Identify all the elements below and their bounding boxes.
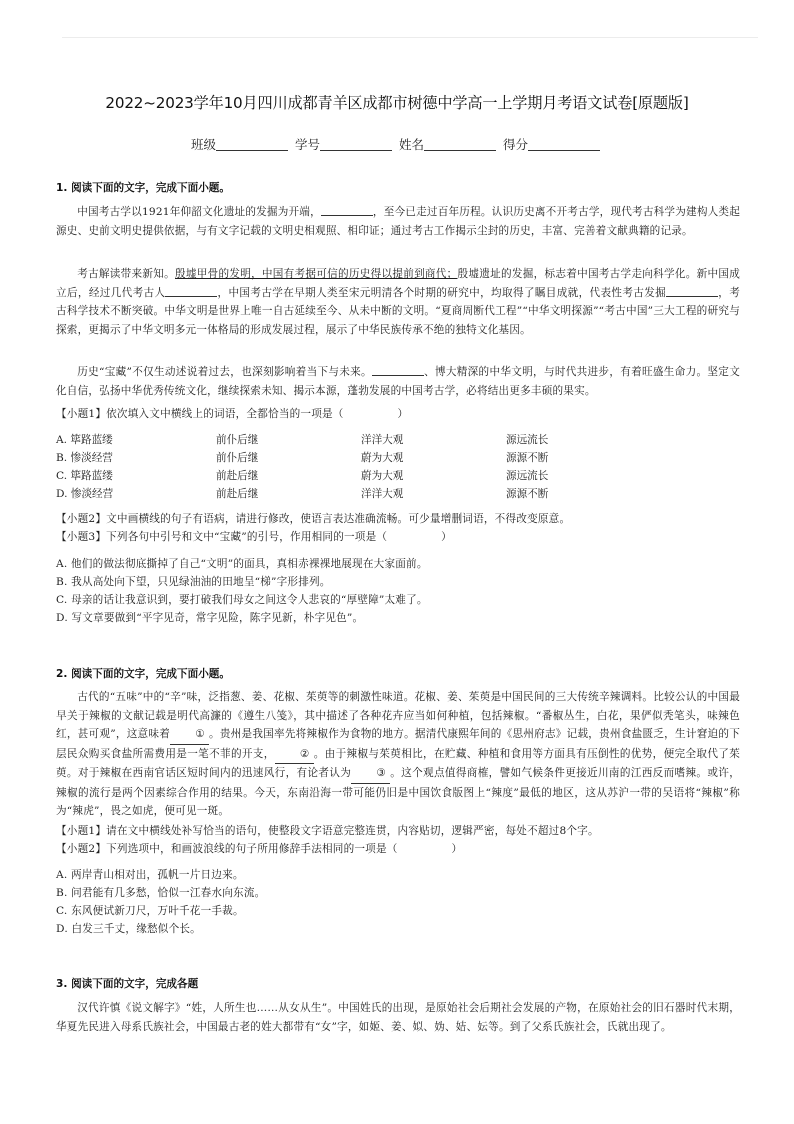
blank-marker-1: ①	[170, 725, 209, 745]
fill-blank	[165, 286, 217, 297]
q2-option-c[interactable]: C. 东风便试新刀尺，万叶千花一手裁。	[56, 905, 244, 917]
option-cell: C. 筚路蓝缕	[56, 470, 113, 482]
option-cell: 洋洋大观	[361, 434, 404, 446]
q1-paragraph-1	[56, 203, 740, 240]
number-label: 学号	[294, 137, 320, 152]
text-segment: 殷墟遗址的发掘，标志着中国考古学走向科学化。新中国成立后，经过几代考古人	[56, 268, 740, 299]
option-cell: 源远流长	[506, 434, 549, 446]
text-segment: ，考古科学技术不断突破。中华文明是世界上唯一自古延续至今、从未中断的文明。“夏商周断代工程”“中华文明探源”“考古中国”三大工程的研究与探索，更揭示了中华文明多元一体格局的形成发展过程，展示了中华民族传承不绝的独特文化基因。	[56, 286, 740, 336]
question-2-heading: 2. 阅读下面的文字，完成下面小题。	[56, 668, 230, 680]
q1-options-table	[56, 431, 651, 503]
text-segment: 古代的“五味”中的“辛”味，泛指葱、姜、花椒、茱萸等的刺激性味道。花椒、姜、茱萸是中国民间的三大传统辛辣调料。比较公认的中国最早关于辣椒的文献记载是明代高濂的《遵生八笺》，其中描述了各种花卉应当如何种植，包括辣椒。“番椒丛生，白花，果俨似秃笔头，味辣色红，甚可观”，这意味着	[56, 691, 740, 740]
q2-sub-question-2: 【小题2】下列选项中，和画波浪线的句子所用修辞手法相同的一项是（ ）	[56, 843, 463, 855]
q2-paragraph-1	[56, 688, 740, 821]
q2-option-b[interactable]: B. 问君能有几多愁，恰似一江春水向东流。	[56, 887, 266, 899]
option-cell: A. 筚路蓝缕	[56, 434, 113, 446]
option-cell: 洋洋大观	[361, 488, 404, 500]
option-cell: 源源不断	[506, 488, 549, 500]
q1-option-a[interactable]: A. 他们的做法彻底撕掉了自己“文明”的面具，真相赤裸裸地展现在大家面前。	[56, 558, 428, 570]
text-segment: ，至今已走过百年历程。认识历史离不开考古学，现代考古科学为建构人类起源史、史前文明史提供依据，与有文字记载的文明史相观照、相印证；通过考古工作揭示尘封的历史，丰富、完善着文献典籍的记录。	[56, 206, 741, 237]
option-row[interactable]	[56, 431, 651, 449]
header-rule	[62, 37, 758, 38]
q2-sub-question-1: 【小题1】请在文中横线处补写恰当的语句，使整段文字语意完整连贯，内容贴切，逻辑严密，每处不超过8个字。	[56, 825, 599, 837]
option-cell: 源源不断	[506, 452, 549, 464]
option-cell: D. 惨淡经营	[56, 488, 114, 500]
option-row[interactable]	[56, 449, 651, 467]
text-segment: 考古解读带来新知。	[77, 268, 175, 280]
text-segment: ，中国考古学在早期人类至宋元明清各个时期的研究中，均取得了瞩目成就，代表性考古发掘	[217, 286, 667, 299]
q2-option-a[interactable]: A. 两岸青山相对出，孤帆一片日边来。	[56, 869, 244, 881]
name-label: 姓名	[398, 137, 424, 152]
option-row[interactable]	[56, 485, 651, 503]
text-segment: 。贵州是我国率先将辣椒作为食物的地方。据清代康熙年间的《思州府志》记载，贵州食盐匮乏，生计窘迫的下层民众购买食盐所需费用是一笔不菲的开支，	[56, 728, 740, 760]
q1-option-b[interactable]: B. 我从高处向下望，只见绿油油的田地呈“梯”字形排列。	[56, 576, 331, 588]
option-cell: 蔚为大观	[361, 470, 404, 482]
text-segment: 中国考古学以1921年仰韶文化遗址的发掘为开端，	[77, 206, 321, 218]
option-cell: 前赴后继	[216, 470, 259, 482]
text-segment: 。由于辣椒与茱萸相比，在贮藏、种植和食用等方面具有压倒性的优势，便完全取代了茱萸。对于辣椒在西南官话区短时间内的迅速风行，有论者认为	[56, 747, 741, 779]
student-info-row	[0, 135, 794, 153]
underlined-sentence: 殷墟甲骨的发明，中国有考据可信的历史得以提前到商代；	[175, 268, 458, 280]
option-cell: 蔚为大观	[361, 452, 404, 464]
option-row[interactable]	[56, 467, 651, 485]
score-label: 得分	[502, 137, 528, 152]
fill-blank	[666, 286, 718, 297]
class-field[interactable]	[216, 137, 288, 151]
page-title: 2022~2023学年10月四川成都青羊区成都市树德中学高一上学期月考语文试卷[原题版]	[105, 94, 689, 112]
q1-paragraph-3	[56, 363, 740, 400]
option-cell: 前仆后继	[216, 452, 259, 464]
score-field[interactable]	[528, 137, 600, 151]
name-field[interactable]	[424, 137, 496, 151]
blank-marker-3: ③	[351, 764, 390, 784]
q1-option-d[interactable]: D. 写文章要做到“平字见奇，常字见险，陈字见新，朴字见色”。	[56, 612, 364, 624]
q1-sub-question-2: 【小题2】文中画横线的句子有语病，请进行修改，使语言表达准确流畅。可少量增删词语，不得改变原意。	[56, 513, 571, 525]
q1-sub-question-1: 【小题1】依次填入文中横线上的词语，全都恰当的一项是（ ）	[56, 408, 409, 420]
text-segment: 。这个观点值得商榷，譬如气候条件更接近川南的江西反而嗜辣。或许，辣椒的流行是两个因素综合作用的结果。今天，东南沿海一带可能仍旧是中国饮食版图上“辣度”最低的地区，这从苏沪一带的吴语将“辣椒”称为“辣虎”，畏之如虎，便可见一斑。	[56, 767, 740, 817]
option-cell: 前仆后继	[216, 434, 259, 446]
q1-option-c[interactable]: C. 母亲的话让我意识到，要打破我们母女之间这令人悲哀的“厚壁障”太难了。	[56, 594, 428, 606]
class-label: 班级	[190, 137, 216, 152]
question-1-heading: 1. 阅读下面的文字，完成下面小题。	[56, 182, 230, 194]
text-segment: 历史“宝藏”不仅生动述说着过去，也深刻影响着当下与未来。	[77, 366, 372, 378]
q2-option-d[interactable]: D. 白发三千丈，缘愁似个长。	[56, 923, 201, 935]
text-segment: 、博大精深的中华文明，与时代共进步，有着旺盛生命力。坚定文化自信，弘扬中华优秀传统文化，继续探索未知、揭示本源，蓬勃发展的中国考古学，必将结出更多丰硕的果实。	[56, 366, 740, 397]
option-cell: 源远流长	[506, 470, 549, 482]
question-3-heading: 3. 阅读下面的文字，完成各题	[56, 978, 199, 990]
blank-marker-2: ②	[275, 745, 314, 765]
q1-sub-question-3: 【小题3】下列各句中引号和文中“宝藏”的引号，作用相同的一项是（ ）	[56, 531, 452, 543]
fill-blank	[372, 365, 424, 376]
fill-blank	[321, 205, 373, 216]
q3-paragraph-1: 汉代许慎《说文解字》“姓，人所生也……从女从生”。中国姓氏的出现，是原始社会后期社会发展的产物，在原始社会的旧石器时代末期，华夏先民进入母系氏族社会，中国最古老的姓大都带有“女”字，如姬、姜、姒、妫、姞、妘等。到了父系氏族社会，氏就出现了。	[56, 1002, 740, 1033]
option-cell: B. 惨淡经营	[56, 452, 113, 464]
option-cell: 前赴后继	[216, 488, 259, 500]
number-field[interactable]	[320, 137, 392, 151]
q1-paragraph-2	[56, 265, 740, 339]
